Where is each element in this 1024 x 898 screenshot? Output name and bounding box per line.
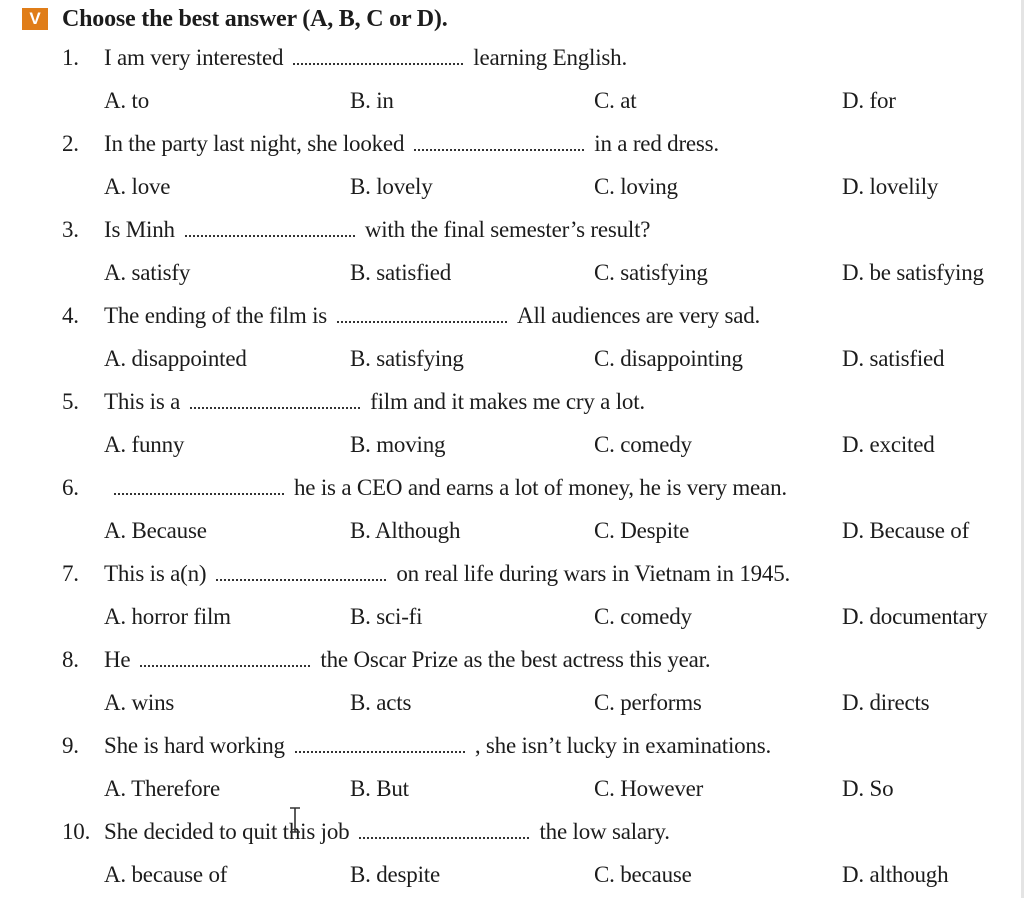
answer-option[interactable]: B. acts	[350, 690, 412, 715]
question-row	[62, 303, 760, 329]
answer-option[interactable]: B. in	[350, 88, 394, 113]
answer-blank	[216, 567, 386, 581]
question-text-after: , she isn’t lucky in examinations.	[474, 733, 772, 758]
answer-option[interactable]: D. excited	[842, 432, 935, 457]
question-number: 4.	[62, 303, 79, 328]
question-text-after: film and it makes me cry a lot.	[370, 389, 645, 414]
answer-option[interactable]: C. comedy	[594, 432, 692, 457]
answer-option[interactable]: C. loving	[594, 174, 678, 199]
answer-option[interactable]: B. But	[350, 776, 409, 801]
answer-blank	[359, 825, 529, 839]
answer-option[interactable]: C. at	[594, 88, 637, 113]
answer-option[interactable]: C. However	[594, 776, 704, 801]
answer-option[interactable]: B. Although	[350, 518, 461, 543]
answer-option[interactable]: D. directs	[842, 690, 930, 715]
question-text-before: This is a	[104, 389, 181, 414]
answer-option[interactable]: D. documentary	[842, 604, 988, 629]
answer-option[interactable]: D. although	[842, 862, 949, 887]
answer-option[interactable]: B. lovely	[350, 174, 433, 199]
answer-option[interactable]: A. horror film	[104, 604, 231, 629]
answer-option[interactable]: D. lovelily	[842, 174, 939, 199]
section-badge: V	[22, 8, 48, 30]
text-cursor-icon	[287, 806, 303, 834]
answer-option[interactable]: D. Because of	[842, 518, 970, 543]
question-row	[62, 389, 645, 415]
options-row	[0, 690, 1024, 720]
answer-blank	[293, 51, 463, 65]
answer-option[interactable]: A. funny	[104, 432, 185, 457]
answer-option[interactable]: B. satisfying	[350, 346, 464, 371]
question-number: 10.	[62, 819, 91, 844]
answer-option[interactable]: A. Therefore	[104, 776, 220, 801]
answer-option[interactable]: A. Because	[104, 518, 207, 543]
question-row	[62, 819, 670, 845]
question-text-before: The ending of the film is	[104, 303, 328, 328]
answer-option[interactable]: A. because of	[104, 862, 228, 887]
answer-option[interactable]: A. disappointed	[104, 346, 247, 371]
answer-option[interactable]: A. wins	[104, 690, 175, 715]
question-text-before: He	[104, 647, 131, 672]
answer-option[interactable]: B. satisfied	[350, 260, 452, 285]
question-text-after: on real life during wars in Vietnam in 1945.	[396, 561, 791, 586]
answer-option[interactable]: C. because	[594, 862, 692, 887]
options-row	[0, 346, 1024, 376]
question-row	[62, 217, 650, 243]
options-row	[0, 862, 1024, 892]
question-text-before: She decided to quit this job	[104, 819, 350, 844]
answer-option[interactable]: C. Despite	[594, 518, 690, 543]
answer-option[interactable]: D. satisfied	[842, 346, 945, 371]
question-text-after: with the final semester’s result?	[364, 217, 651, 242]
answer-blank	[295, 739, 465, 753]
answer-option[interactable]: C. satisfying	[594, 260, 708, 285]
options-row	[0, 604, 1024, 634]
question-number: 6.	[62, 475, 79, 500]
answer-blank	[337, 309, 507, 323]
answer-option[interactable]: A. love	[104, 174, 171, 199]
answer-option[interactable]: C. performs	[594, 690, 702, 715]
answer-option[interactable]: C. comedy	[594, 604, 692, 629]
options-row	[0, 88, 1024, 118]
question-text-after: the Oscar Prize as the best actress this year.	[320, 647, 711, 672]
question-text-before: In the party last night, she looked	[104, 131, 405, 156]
question-text-before: I am very interested	[104, 45, 284, 70]
options-row	[0, 518, 1024, 548]
question-row	[62, 131, 719, 157]
options-row	[0, 776, 1024, 806]
answer-blank	[114, 481, 284, 495]
answer-option[interactable]: D. So	[842, 776, 894, 801]
question-text-before: She is hard working	[104, 733, 285, 758]
answer-option[interactable]: B. despite	[350, 862, 440, 887]
answer-blank	[140, 653, 310, 667]
answer-blank	[414, 137, 584, 151]
question-number: 7.	[62, 561, 79, 586]
answer-option[interactable]: A. satisfy	[104, 260, 191, 285]
answer-option[interactable]: D. be satisfying	[842, 260, 984, 285]
question-number: 8.	[62, 647, 79, 672]
question-text-before: Is Minh	[104, 217, 175, 242]
options-row	[0, 260, 1024, 290]
question-row	[62, 647, 710, 673]
answer-option[interactable]: C. disappointing	[594, 346, 743, 371]
options-row	[0, 174, 1024, 204]
answer-option[interactable]: D. for	[842, 88, 896, 113]
question-number: 9.	[62, 733, 79, 758]
question-row	[62, 733, 771, 759]
question-number: 2.	[62, 131, 79, 156]
question-text-after: All audiences are very sad.	[517, 303, 761, 328]
question-number: 5.	[62, 389, 79, 414]
question-text-after: in a red dress.	[594, 131, 719, 156]
question-row	[62, 561, 790, 587]
options-row	[0, 432, 1024, 462]
question-text-after: the low salary.	[539, 819, 670, 844]
question-row	[62, 45, 627, 71]
question-text-after: he is a CEO and earns a lot of money, he is very mean.	[294, 475, 787, 500]
answer-option[interactable]: B. sci-fi	[350, 604, 423, 629]
answer-option[interactable]: A. to	[104, 88, 150, 113]
exercise-header	[22, 4, 448, 34]
question-row	[62, 475, 787, 501]
answer-blank	[185, 223, 355, 237]
question-number: 1.	[62, 45, 79, 70]
question-number: 3.	[62, 217, 79, 242]
exercise-title: Choose the best answer (A, B, C or D).	[62, 5, 448, 32]
answer-option[interactable]: B. moving	[350, 432, 446, 457]
question-text-after: learning English.	[473, 45, 628, 70]
question-text-before: This is a(n)	[104, 561, 207, 586]
answer-blank	[190, 395, 360, 409]
